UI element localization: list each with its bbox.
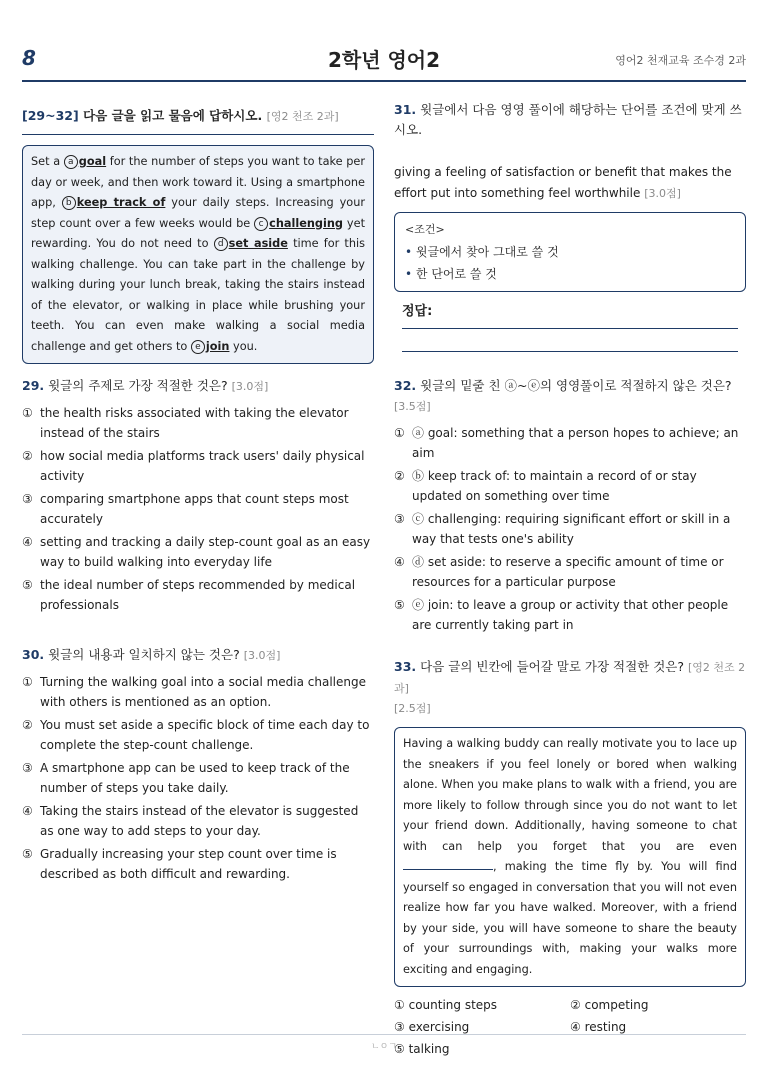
passage-text: Having a walking buddy can really motivate you to lace up the sneakers if you feel lonely or bored when walking alone. When you make plans to walk with a friend, you are more likely to follow through since you do not want to let your friend down. Additionally, having someone to chat with can help you forget that you are even (403, 737, 737, 853)
option-marker: ② (394, 469, 405, 483)
section-note: [영2 천조 2과] (266, 110, 339, 123)
reading-passage (22, 145, 374, 364)
section-number: [29~32] (22, 108, 79, 123)
reading-passage-33 (394, 727, 746, 987)
option-marker: ④ (22, 804, 33, 818)
option-text: Turning the walking goal into a social media challenge with others is mentioned as an option. (40, 675, 367, 709)
option-marker: ① (22, 675, 33, 689)
option-2[interactable] (22, 715, 374, 755)
bullet-icon: • (405, 267, 416, 281)
option-1[interactable] (394, 995, 570, 1015)
option-marker: ② (22, 449, 33, 463)
passage-text: time for this walking challenge. You can take part in the challenge by walking during your lunch break, taking the stairs instead of the elevator, or walking in place while brushing your teeth. You can even make walking a social media challenge and get others to (31, 237, 366, 353)
answer-options (22, 672, 374, 884)
option-text: A smartphone app can be used to keep track of the number of steps you take daily. (40, 761, 350, 795)
passage-text: you. (229, 339, 258, 353)
passage-text: for the number of steps you want to take per day or week, and then work toward it. Using a smartphone app, (31, 155, 365, 209)
option-text: Gradually increasing your step count over time is described as both difficult and rewarding. (40, 847, 337, 881)
passage-text: yet rewarding. You do not need to (31, 216, 365, 250)
page-title: 2학년 영어2 (327, 48, 441, 72)
page-number: 8 (22, 46, 36, 70)
passage-text: Set a (31, 155, 64, 168)
marker-c: c (254, 217, 268, 231)
question-number: 30. (22, 647, 45, 662)
definition-text: giving a feeling of satisfaction or benefit that makes the effort put into something feel worthwhile (394, 165, 732, 200)
blank-line (403, 869, 493, 870)
option-text: talking (408, 1042, 450, 1056)
option-marker: ③ (394, 1020, 405, 1034)
question-text: 윗글에서 다음 영영 풀이에 해당하는 단어를 조건에 맞게 쓰시오. (394, 102, 742, 137)
option-marker: ③ (22, 492, 33, 506)
option-1[interactable] (22, 403, 374, 443)
question-text: 윗글의 내용과 일치하지 않는 것은? (48, 647, 240, 662)
option-text: the health risks associated with taking the elevator instead of the stairs (40, 406, 349, 440)
passage-text: , making the time fly by. You will find yourself so engaged in conversation that you will not even realize how far you have walked. Moreover, with a friend by your side, you will have someone to share the beauty of your surroundings with, making your walks more exciting and engaging. (403, 860, 737, 976)
conditions-box (394, 212, 746, 292)
option-3[interactable] (22, 489, 374, 529)
page-subtitle: 영어2 천재교육 조수경 2과 (615, 54, 746, 67)
question-number: 31. (394, 102, 417, 117)
question-number: 32. (394, 378, 417, 393)
marker-e: e (191, 340, 205, 354)
option-text: setting and tracking a daily step-count goal as an easy way to build walking into everyday life (40, 535, 371, 569)
option-marker: ② (570, 998, 581, 1012)
left-column (22, 100, 374, 887)
option-3[interactable] (22, 758, 374, 798)
option-4[interactable] (394, 552, 746, 592)
marker-d: d (214, 237, 228, 251)
answer-line-1[interactable] (402, 328, 738, 329)
question-31 (394, 100, 746, 352)
option-marker: ③ (394, 512, 405, 526)
right-column (394, 100, 746, 1059)
option-marker: ⑤ (22, 578, 33, 592)
condition-item (405, 241, 735, 263)
option-marker: ⑤ (394, 598, 405, 612)
section-title (22, 106, 374, 135)
answer-options (22, 403, 374, 615)
passage-text: your daily steps. Increasing your step count over a few weeks would be (31, 196, 366, 230)
question-text: 다음 글의 빈칸에 들어갈 말로 가장 적절한 것은? (420, 659, 685, 674)
answer-line-2[interactable] (402, 351, 738, 352)
answer-label: 정답: (402, 304, 433, 319)
question-note: [영2 천조 2과] (394, 661, 746, 695)
question-30 (22, 645, 374, 884)
page-footer: ㄴㅇㄱ (22, 1034, 746, 1052)
option-text: comparing smartphone apps that count steps most accurately (40, 492, 349, 526)
question-text: 윗글의 주제로 가장 적절한 것은? (48, 378, 228, 393)
option-text: resting (584, 1020, 627, 1034)
option-text: the ideal number of steps recommended by medical professionals (40, 578, 356, 612)
option-marker: ⑤ (22, 847, 33, 861)
page-header (22, 40, 746, 82)
option-2[interactable] (22, 446, 374, 486)
underlined-b: keep track of (76, 196, 166, 209)
question-33 (394, 657, 746, 1059)
question-text: 윗글의 밑줄 친 ⓐ~ⓔ의 영영풀이로 적절하지 않은 것은? (420, 378, 732, 393)
option-text: Taking the stairs instead of the elevator is suggested as one way to add steps to your day. (40, 804, 359, 838)
option-5[interactable] (22, 575, 374, 615)
option-marker: ② (22, 718, 33, 732)
option-text: ⓐ goal: something that a person hopes to achieve; an aim (412, 426, 739, 460)
marker-a: a (64, 155, 78, 169)
option-marker: ④ (22, 535, 33, 549)
option-2[interactable] (570, 995, 746, 1015)
section-instruction: 다음 글을 읽고 물음에 답하시오. (83, 108, 263, 123)
underlined-e: join (205, 339, 230, 353)
underlined-a: goal (78, 155, 107, 168)
option-text: ⓔ join: to leave a group or activity that other people are currently taking part in (412, 598, 729, 632)
condition-text: 한 단어로 쓸 것 (415, 267, 497, 281)
question-number: 29. (22, 378, 45, 393)
question-points: [3.0점] (243, 649, 281, 662)
option-3[interactable] (394, 509, 746, 549)
option-text: ⓓ set aside: to reserve a specific amount of time or resources for a particular purpose (412, 555, 724, 589)
question-32 (394, 376, 746, 635)
question-points: [2.5점] (394, 702, 431, 715)
bullet-icon: • (405, 245, 416, 259)
option-1[interactable] (22, 672, 374, 712)
option-text: You must set aside a specific block of time each day to complete the step-count challenge. (40, 718, 370, 752)
definition (394, 162, 746, 204)
option-1[interactable] (394, 423, 746, 463)
option-marker: ④ (570, 1020, 581, 1034)
condition-item (405, 263, 735, 285)
option-marker: ① (22, 406, 33, 420)
option-marker: ⑤ (394, 1042, 405, 1056)
option-text: how social media platforms track users' daily physical activity (40, 449, 365, 483)
question-number: 33. (394, 659, 417, 674)
option-marker: ① (394, 426, 405, 440)
option-4[interactable] (22, 532, 374, 572)
option-marker: ③ (22, 761, 33, 775)
condition-text: 윗글에서 찾아 그대로 쓸 것 (415, 245, 559, 259)
option-text: competing (584, 998, 649, 1012)
underlined-c: challenging (269, 216, 344, 230)
option-text: ⓒ challenging: requiring significant effort or skill in a way that tests one's ability (412, 512, 731, 546)
option-text: exercising (408, 1020, 470, 1034)
option-marker: ④ (394, 555, 405, 569)
marker-b: b (62, 196, 76, 210)
question-points: [3.0점] (644, 187, 681, 200)
underlined-d: set aside (228, 237, 288, 250)
option-2[interactable] (394, 466, 746, 506)
conditions-title: <조건> (405, 223, 445, 236)
question-points: [3.0점] (231, 380, 269, 393)
answer-options (394, 423, 746, 635)
option-text: counting steps (408, 998, 498, 1012)
option-marker: ① (394, 998, 405, 1012)
option-5[interactable] (22, 844, 374, 884)
option-4[interactable] (22, 801, 374, 841)
option-text: ⓑ keep track of: to maintain a record of or stay updated on something over time (412, 469, 697, 503)
question-29 (22, 376, 374, 615)
question-points: [3.5점] (394, 400, 431, 413)
option-5[interactable] (394, 595, 746, 635)
